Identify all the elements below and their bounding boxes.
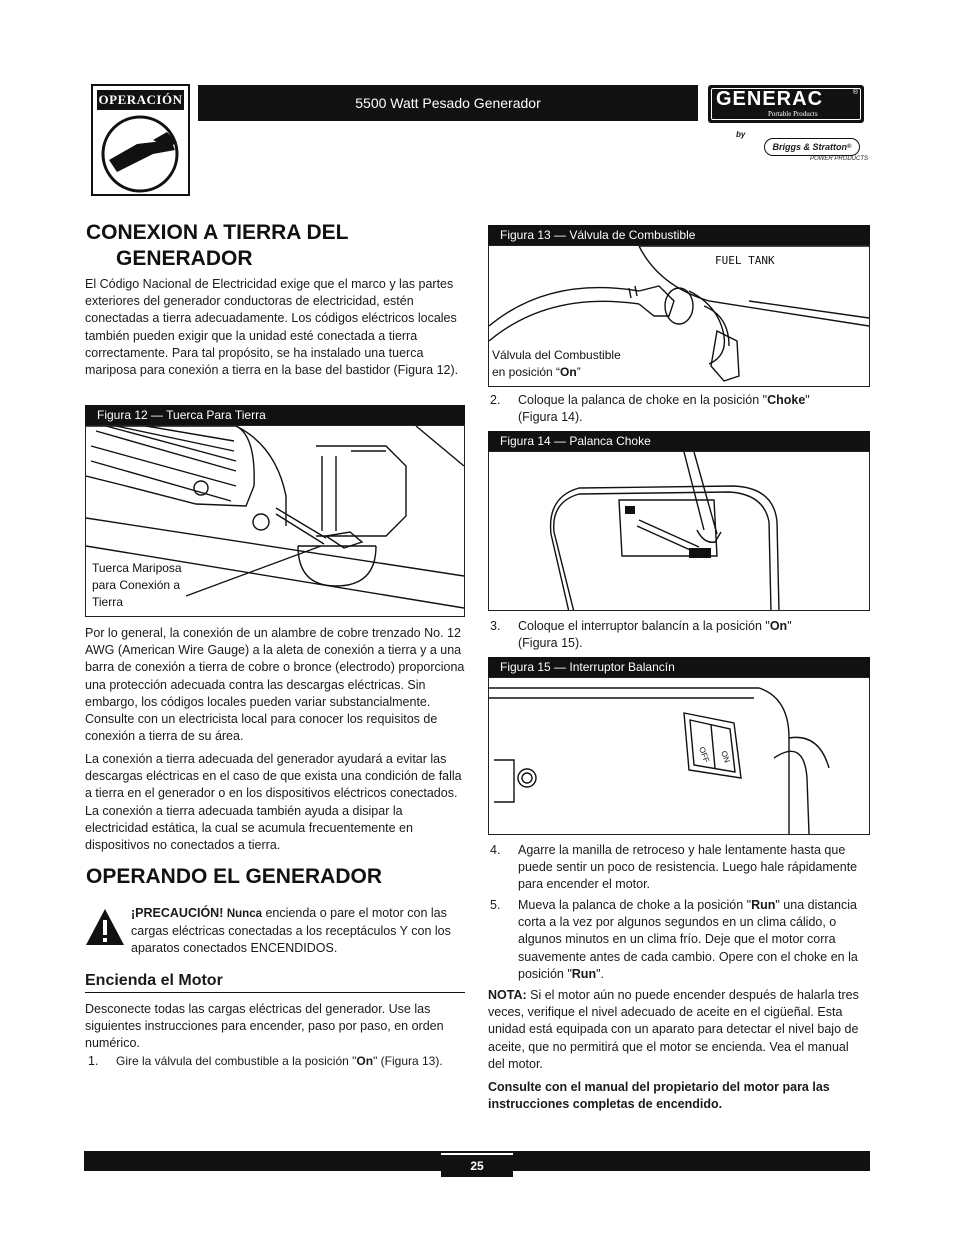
figure14-title: Figura 14 — Palanca Choke [488,431,870,451]
step-2-text: Coloque la palanca de choke en la posición "Choke" (Figura 14). [518,393,810,425]
figure13-title: Figura 13 — Válvula de Combustible [488,225,870,245]
section1-heading-line1: CONEXION A TIERRA DEL [86,221,349,244]
step-2 [490,392,870,428]
caution-text: encienda o pare el motor con las cargas eléctricas conectadas a los receptáculos Y con los aparatos conectados ENCENDIDOS. [131,906,451,956]
start-engine-subheading: Encienda el Motor [85,972,465,993]
document-title: 5500 Watt Pesado Generador [355,95,541,111]
switch-on-label: ON [719,749,732,764]
step-3-text: Coloque el interruptor balancín a la posición "On" (Figura 15). [518,619,792,651]
figure13-caption-line2: en posición “On” [492,365,581,379]
document-title-bar [198,85,698,121]
partner-subtitle: POWER PRODUCTS [810,156,869,162]
fuel-tank-label: FUEL TANK [715,254,775,267]
section2-heading: OPERANDO EL GENERADOR [86,865,382,888]
figure12-caption-line1: Tuerca Mariposa [92,561,182,575]
figure12-caption-line2: para Conexión a [92,578,181,592]
switch-off-label: OFF [697,745,712,764]
step-4 [490,842,870,896]
grounding-paragraph-2: Por lo general, la conexión de un alambre de cobre trenzado No. 12 AWG (American Wire Gauge) a la aleta de conexión a tierra y a una barra de conexión a tierra de cobre o bronce (electrodo) proporciona una protección adecuada contra las descargas eléctricas. Sin embargo, los códigos locales pueden variar substancialmente. Consulte con un electricista local para conocer los requisitos de conexión a tierra de su área. [85,626,465,744]
choke-hand-icon [93,110,188,194]
briggs-stratton-logo [764,138,860,156]
partner-reg: ® [847,144,852,150]
caution-notice [131,905,463,958]
brand-subtitle: Portable Products [768,110,818,118]
section-tab-icon [91,84,190,196]
step-4-text: Agarre la manilla de retroceso y hale lentamente hasta que puede sentir un poco de resistencia. Luego hale rápidamente para encender el motor. [518,843,858,892]
brand-name: GENERAC [716,88,824,110]
step-3 [490,618,870,654]
step-5-number: 5. [490,898,501,912]
step-5-text: Mueva la palanca de choke a la posición "Run" una distancia corta a la vez por algunos segundos en un clima cálido, o algunos minutos en un clima frío. Deje que el motor corra suavemente antes de cada cambio. Opere con el choke en la posición "Run". [518,898,858,981]
start-engine-intro: Desconecte todas las cargas eléctricas del generador. Use las siguientes instrucciones para encender, paso por paso, en orden numérico. [85,1002,444,1051]
figure15-image [488,677,870,835]
step-1-number: 1. [88,1054,99,1068]
final-instruction: Consulte con el manual del propietario del motor para las instrucciones completas de encendido. [488,1080,830,1112]
note-label: NOTA: [488,988,527,1002]
page-number: 25 [441,1153,513,1177]
section1-heading [86,220,349,272]
brand-reg: ® [852,89,858,96]
figure12-caption-line3: Tierra [92,595,123,609]
grounding-paragraph-3: La conexión a tierra adecuada del generador ayudará a evitar las descargas eléctricas en el caso de que exista una condición de falla a tierra en el generador o en los dispositivos eléctricos conectados. La conexión a tierra adecuada también ayuda a disipar la electricidad estática, la cual se acumula frecuentemente en dispositivos no conectados a tierra. [85,752,462,853]
section1-heading-line2: GENERADOR [116,247,253,270]
by-label: by [736,130,746,139]
note-text: Si el motor aún no puede encender después de halarla tres veces, verifique el nivel adecuado de aceite en el cigüeñal. Esta unidad está equipada con un aparato para detectar el nivel bajo de aceite, que no permitirá que el motor se encienda. Vea el manual del motor. [488,988,859,1071]
step-1-text: Gire la válvula del combustible a la posición "On" (Figura 13). [116,1054,443,1068]
partner-name: Briggs & Stratton [772,142,848,152]
grounding-intro: El Código Nacional de Electricidad exige que el marco y las partes exteriores del generador conductoras de electricidad, estén conectadas a tierra adecuadamente. Los códigos eléctricos locales también pueden exigir que la unidad esté conectada a tierra correctamente. Para tal propósito, se ha instalado una tuerca mariposa para conexión a tierra en la base del bastidor (Figura 12). [85,277,459,378]
figure12-title: Figura 12 — Tuerca Para Tierra [85,405,465,425]
figure15-title: Figura 15 — Interruptor Balancín [488,657,870,677]
figure12-image [85,425,465,617]
note-paragraph [488,987,868,1073]
rocker-switch-illustration [489,678,869,834]
caution-never: Nunca [226,908,262,920]
figure14-image [488,451,870,611]
generac-logo [708,85,864,123]
step-1 [88,1053,468,1071]
section-tab-label: OPERACIÓN [97,90,184,110]
figure13-image [488,245,870,387]
choke-lever-illustration [489,452,869,610]
step-5 [490,897,870,987]
figure13-caption-line1: Válvula del Combustible [492,348,621,362]
caution-label: ¡PRECAUCIÓN! [131,906,224,920]
step-3-number: 3. [490,619,501,633]
warning-triangle-icon [84,907,126,947]
step-4-number: 4. [490,843,501,857]
step-2-number: 2. [490,393,501,407]
